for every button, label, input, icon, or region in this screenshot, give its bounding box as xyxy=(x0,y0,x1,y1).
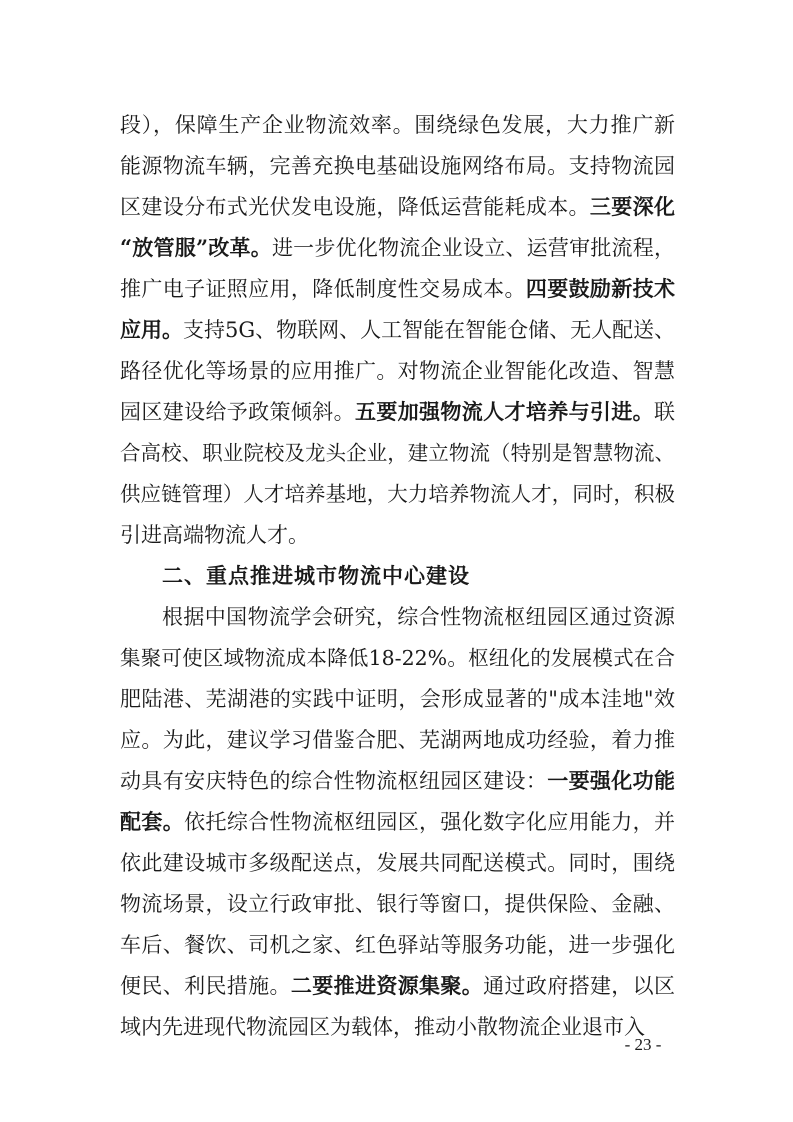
page-number: - 23 - xyxy=(624,1035,662,1054)
text-run: 供应链管理）人才培养基地，大力培养物流人才，同时，积极 xyxy=(120,482,675,506)
text-run: 车后、餐饮、司机之家、红色驿站等服务功能，进一步强化 xyxy=(120,933,675,957)
text-run: 进一步优化物流企业设立、运营审批流程， xyxy=(271,236,675,260)
bold-text-run: “放管服”改革。 xyxy=(120,235,272,260)
bold-text-run: 三要深化 xyxy=(589,194,675,219)
text-run: 依托综合性物流枢纽园区，强化数字化应用能力，并 xyxy=(184,810,675,834)
section-heading: 二、重点推进城市物流中心建设 xyxy=(162,564,470,588)
paragraph-line xyxy=(120,233,675,263)
text-run: 便民、利民措施。 xyxy=(120,974,291,998)
paragraph-line xyxy=(120,274,675,304)
bold-text-run: 应用。 xyxy=(120,317,183,342)
bold-text-run: 四要鼓励新技术 xyxy=(525,276,675,301)
paragraph-line xyxy=(120,479,675,509)
paragraph-line xyxy=(120,889,675,919)
paragraph-line xyxy=(120,397,675,427)
bold-text-run: 配套。 xyxy=(120,809,185,834)
paragraph-line xyxy=(120,807,675,837)
text-run: 通过政府搭建，以区 xyxy=(483,974,675,998)
text-run: 根据中国物流学会研究，综合性物流枢纽园区通过资源 xyxy=(162,605,675,629)
text-run: 区建设分布式光伏发电设施，降低运营能耗成本。 xyxy=(120,195,590,219)
paragraph-line xyxy=(120,520,675,550)
paragraph-line xyxy=(120,930,675,960)
text-run: 路径优化等场景的应用推广。对物流企业智能化改造、智慧 xyxy=(120,359,675,383)
text-run: 联 xyxy=(654,400,675,424)
paragraph-line xyxy=(120,971,675,1001)
paragraph-line xyxy=(120,766,675,796)
paragraph-line xyxy=(162,602,675,632)
text-run: 段），保障生产企业物流效率。围绕绿色发展，大力推广新 xyxy=(120,113,675,137)
text-run: 支持5G、物联网、人工智能在智能仓储、无人配送、 xyxy=(183,318,675,342)
text-run: 域内先进现代物流园区为载体，推动小散物流企业退市入 xyxy=(120,1015,645,1039)
text-run: 引进高端物流人才。 xyxy=(120,523,309,547)
text-run: 依此建设城市多级配送点，发展共同配送模式。同时，围绕 xyxy=(120,851,675,875)
paragraph-line xyxy=(120,725,675,755)
text-run: 园区建设给予政策倾斜。 xyxy=(120,400,355,424)
text-run: 能源物流车辆，完善充换电基础设施网络布局。支持物流园 xyxy=(120,154,675,178)
paragraph-line xyxy=(120,110,675,140)
text-run: 动具有安庆特色的综合性物流枢纽园区建设： xyxy=(120,769,548,793)
bold-text-run: 一要强化功能 xyxy=(547,768,675,793)
text-run: 推广电子证照应用，降低制度性交易成本。 xyxy=(120,277,526,301)
paragraph-line xyxy=(120,151,675,181)
paragraph-line xyxy=(120,315,675,345)
paragraph-line xyxy=(120,192,675,222)
bold-text-run: 五要加强物流人才培养与引进。 xyxy=(354,399,655,424)
text-run: 集聚可使区域物流成本降低18-22%。枢纽化的发展模式在合 xyxy=(120,646,675,670)
text-run: 合高校、职业院校及龙头企业，建立物流（特别是智慧物流、 xyxy=(120,441,675,465)
paragraph-line xyxy=(120,684,675,714)
text-run: 物流场景，设立行政审批、银行等窗口，提供保险、金融、 xyxy=(120,892,675,916)
paragraph-line xyxy=(120,438,675,468)
paragraph-line xyxy=(120,643,675,673)
text-run: 应。为此，建议学习借鉴合肥、芜湖两地成功经验，着力推 xyxy=(120,728,675,752)
paragraph-line xyxy=(120,1012,675,1042)
paragraph-line xyxy=(120,356,675,386)
paragraph-line xyxy=(120,848,675,878)
bold-text-run: 二要推进资源集聚。 xyxy=(290,973,484,998)
text-run: 肥陆港、芜湖港的实践中证明，会形成显著的"成本洼地"效 xyxy=(120,687,675,711)
